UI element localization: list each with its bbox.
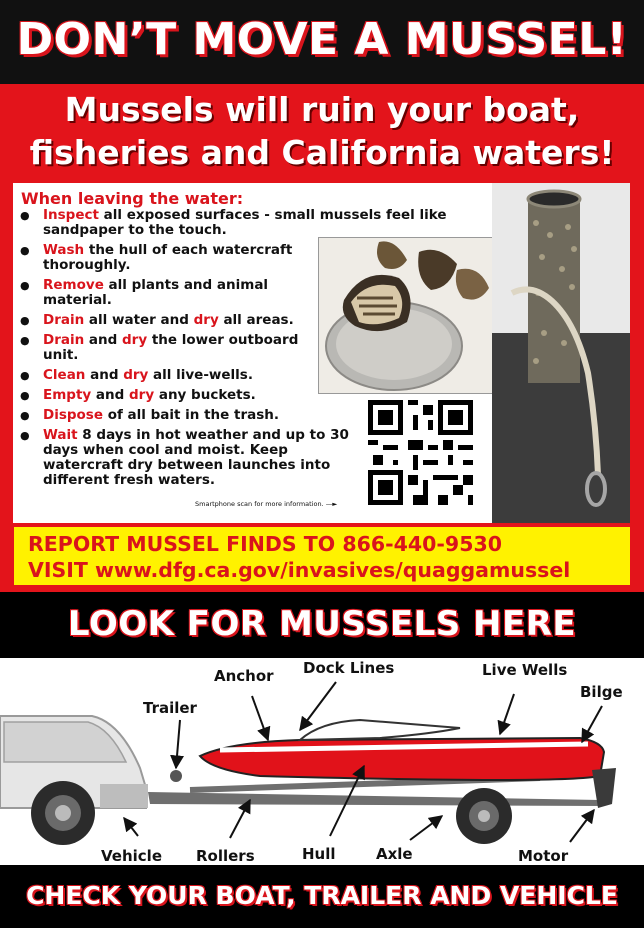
headline: DON’T MOVE A MUSSEL! — [16, 14, 628, 65]
step-text: and — [91, 387, 130, 403]
label-bilge: Bilge — [580, 683, 623, 701]
list-item — [18, 208, 488, 238]
label-trailer: Trailer — [143, 699, 197, 717]
footer-heading: CHECK YOUR BOAT, TRAILER AND VEHICLE — [26, 881, 618, 910]
label-vehicle: Vehicle — [101, 847, 162, 865]
label-live-wells: Live Wells — [482, 661, 568, 679]
scan-note-text: Smartphone scan for more information. — [195, 500, 324, 508]
step-keyword: Remove — [43, 277, 104, 293]
report-phone-line: REPORT MUSSEL FINDS TO 866-440-9530 — [28, 532, 502, 556]
look-banner — [0, 592, 644, 658]
list-item — [18, 243, 313, 273]
label-motor: Motor — [518, 847, 569, 865]
step-keyword: Drain — [43, 312, 85, 328]
step-keyword: Dispose — [43, 407, 103, 423]
step-text-2: any buckets. — [154, 387, 256, 403]
step-text-2: all areas. — [218, 312, 294, 328]
step-keyword: Drain — [43, 332, 85, 348]
step-text: and — [84, 332, 123, 348]
step-keyword: Clean — [43, 367, 86, 383]
step-keyword-2: dry — [123, 367, 149, 383]
mussels-on-coin-image — [319, 238, 503, 393]
mussels-on-coin-photo — [318, 237, 504, 394]
label-anchor: Anchor — [214, 667, 274, 685]
qr-code-graphic — [368, 400, 473, 505]
instructions-heading: When leaving the water: — [21, 189, 244, 208]
arrow-icon: —► — [325, 500, 338, 508]
report-visit-line[interactable]: VISIT www.dfg.ca.gov/invasives/quaggamussel — [28, 558, 571, 582]
step-keyword: Inspect — [43, 207, 99, 223]
step-text: the hull of each watercraft thoroughly. — [43, 242, 293, 273]
top-banner — [0, 0, 644, 84]
step-keyword-2: dry — [129, 387, 155, 403]
step-text: 8 days in hot weather and up to 30 days when cool and moist. Keep watercraft dry between launches into different fresh waters. — [43, 427, 349, 488]
qr-code-icon[interactable] — [368, 400, 473, 505]
step-text: all exposed surfaces - small mussels feel like sandpaper to the touch. — [43, 207, 447, 238]
boat-diagram-graphic — [0, 658, 644, 865]
boat-trailer-diagram — [0, 658, 644, 865]
step-text: and — [85, 367, 124, 383]
label-dock-lines: Dock Lines — [303, 659, 395, 677]
scan-note — [195, 500, 337, 508]
subheadline-line2: fisheries and California waters! — [29, 133, 615, 172]
mussel-covered-pipe-photo — [492, 183, 630, 523]
list-item — [18, 368, 333, 383]
step-keyword: Empty — [43, 387, 92, 403]
mussel-pipe-image — [492, 183, 630, 523]
list-item — [18, 428, 361, 488]
label-axle: Axle — [376, 845, 413, 863]
subheadline-line1: Mussels will ruin your boat, — [64, 90, 580, 129]
step-keyword: Wait — [43, 427, 78, 443]
look-heading: LOOK FOR MUSSELS HERE — [67, 604, 577, 644]
list-item — [18, 388, 333, 403]
step-text: all water and — [84, 312, 194, 328]
list-item — [18, 313, 333, 328]
list-item — [18, 278, 293, 308]
label-hull: Hull — [302, 845, 336, 863]
step-keyword-2: dry — [193, 312, 219, 328]
step-keyword-2: dry — [122, 332, 148, 348]
step-text: of all bait in the trash. — [103, 407, 280, 423]
step-text-2: all live-wells. — [148, 367, 253, 383]
step-text: all plants and animal material. — [43, 277, 269, 308]
list-item — [18, 408, 373, 423]
step-keyword: Wash — [43, 242, 85, 258]
report-box — [14, 527, 630, 585]
step-text-2: the lower outboard unit. — [43, 332, 299, 363]
bottom-banner — [0, 865, 644, 928]
list-item — [18, 333, 318, 363]
label-rollers: Rollers — [196, 847, 255, 865]
